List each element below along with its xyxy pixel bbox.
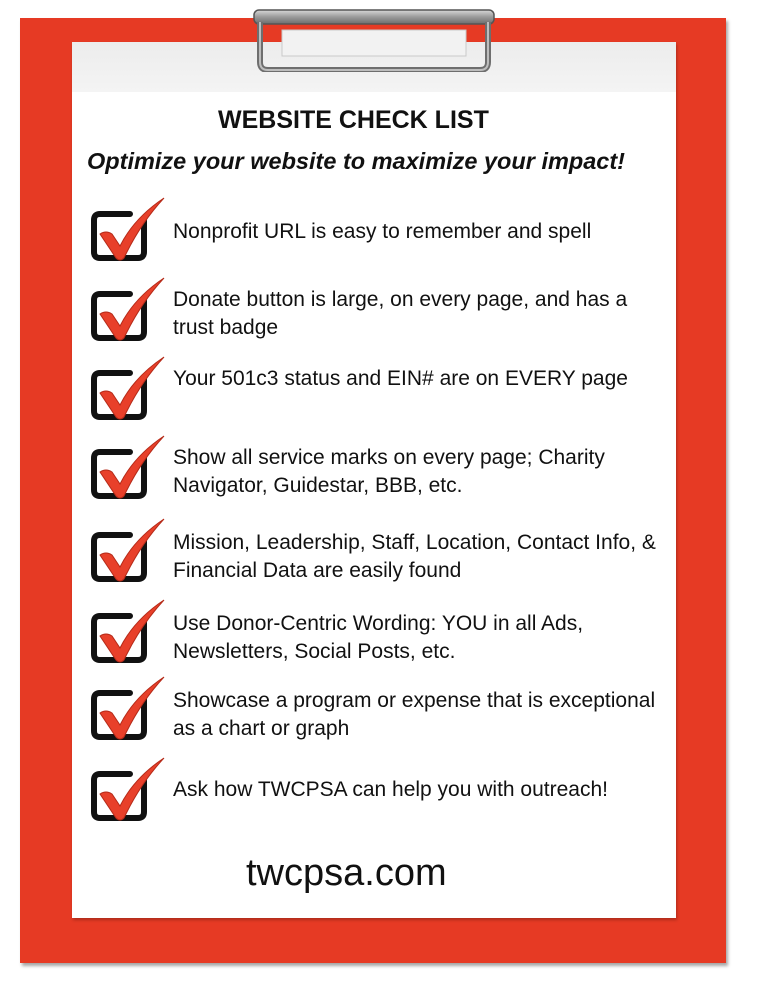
checklist-item-text: Mission, Leadership, Staff, Location, Contact Info, & Financial Data are easily found xyxy=(173,531,656,582)
checklist-item-text: Your 501c3 status and EIN# are on EVERY page xyxy=(173,367,628,390)
red-check-icon xyxy=(90,675,170,745)
checklist-item-text: Nonprofit URL is easy to remember and spell xyxy=(173,220,592,243)
checklist-item-text: Use Donor-Centric Wording: YOU in all Ads, Newsletters, Social Posts, etc. xyxy=(173,612,584,663)
red-check-icon xyxy=(90,196,170,266)
checklist-item xyxy=(90,355,670,425)
red-check-icon xyxy=(90,598,170,668)
checklist-item xyxy=(90,675,670,745)
checklist-item-text: Showcase a program or expense that is exceptional as a chart or graph xyxy=(173,689,656,740)
checklist-title-text: WEBSITE CHECK LIST xyxy=(218,106,489,134)
checklist-item-text: Donate button is large, on every page, and has a trust badge xyxy=(173,288,628,339)
red-check-icon xyxy=(90,517,170,587)
checklist-item xyxy=(90,434,670,504)
clipboard-clip-icon xyxy=(252,6,496,72)
checklist-item xyxy=(90,517,670,587)
checklist-item xyxy=(90,598,670,668)
red-check-icon xyxy=(90,276,170,346)
red-check-icon xyxy=(90,756,170,826)
checklist-item xyxy=(90,756,670,826)
checklist-subtitle: Optimize your website to maximize your impact! xyxy=(87,148,626,174)
red-check-icon xyxy=(90,434,170,504)
footer-url: twcpsa.com xyxy=(246,852,447,894)
checklist-item-text: Ask how TWCPSA can help you with outreach! xyxy=(173,778,608,801)
checklist-item xyxy=(90,196,670,266)
red-check-icon xyxy=(90,355,170,425)
checklist-item xyxy=(90,276,670,346)
checklist-item-text: Show all service marks on every page; Charity Navigator, Guidestar, BBB, etc. xyxy=(173,446,605,497)
